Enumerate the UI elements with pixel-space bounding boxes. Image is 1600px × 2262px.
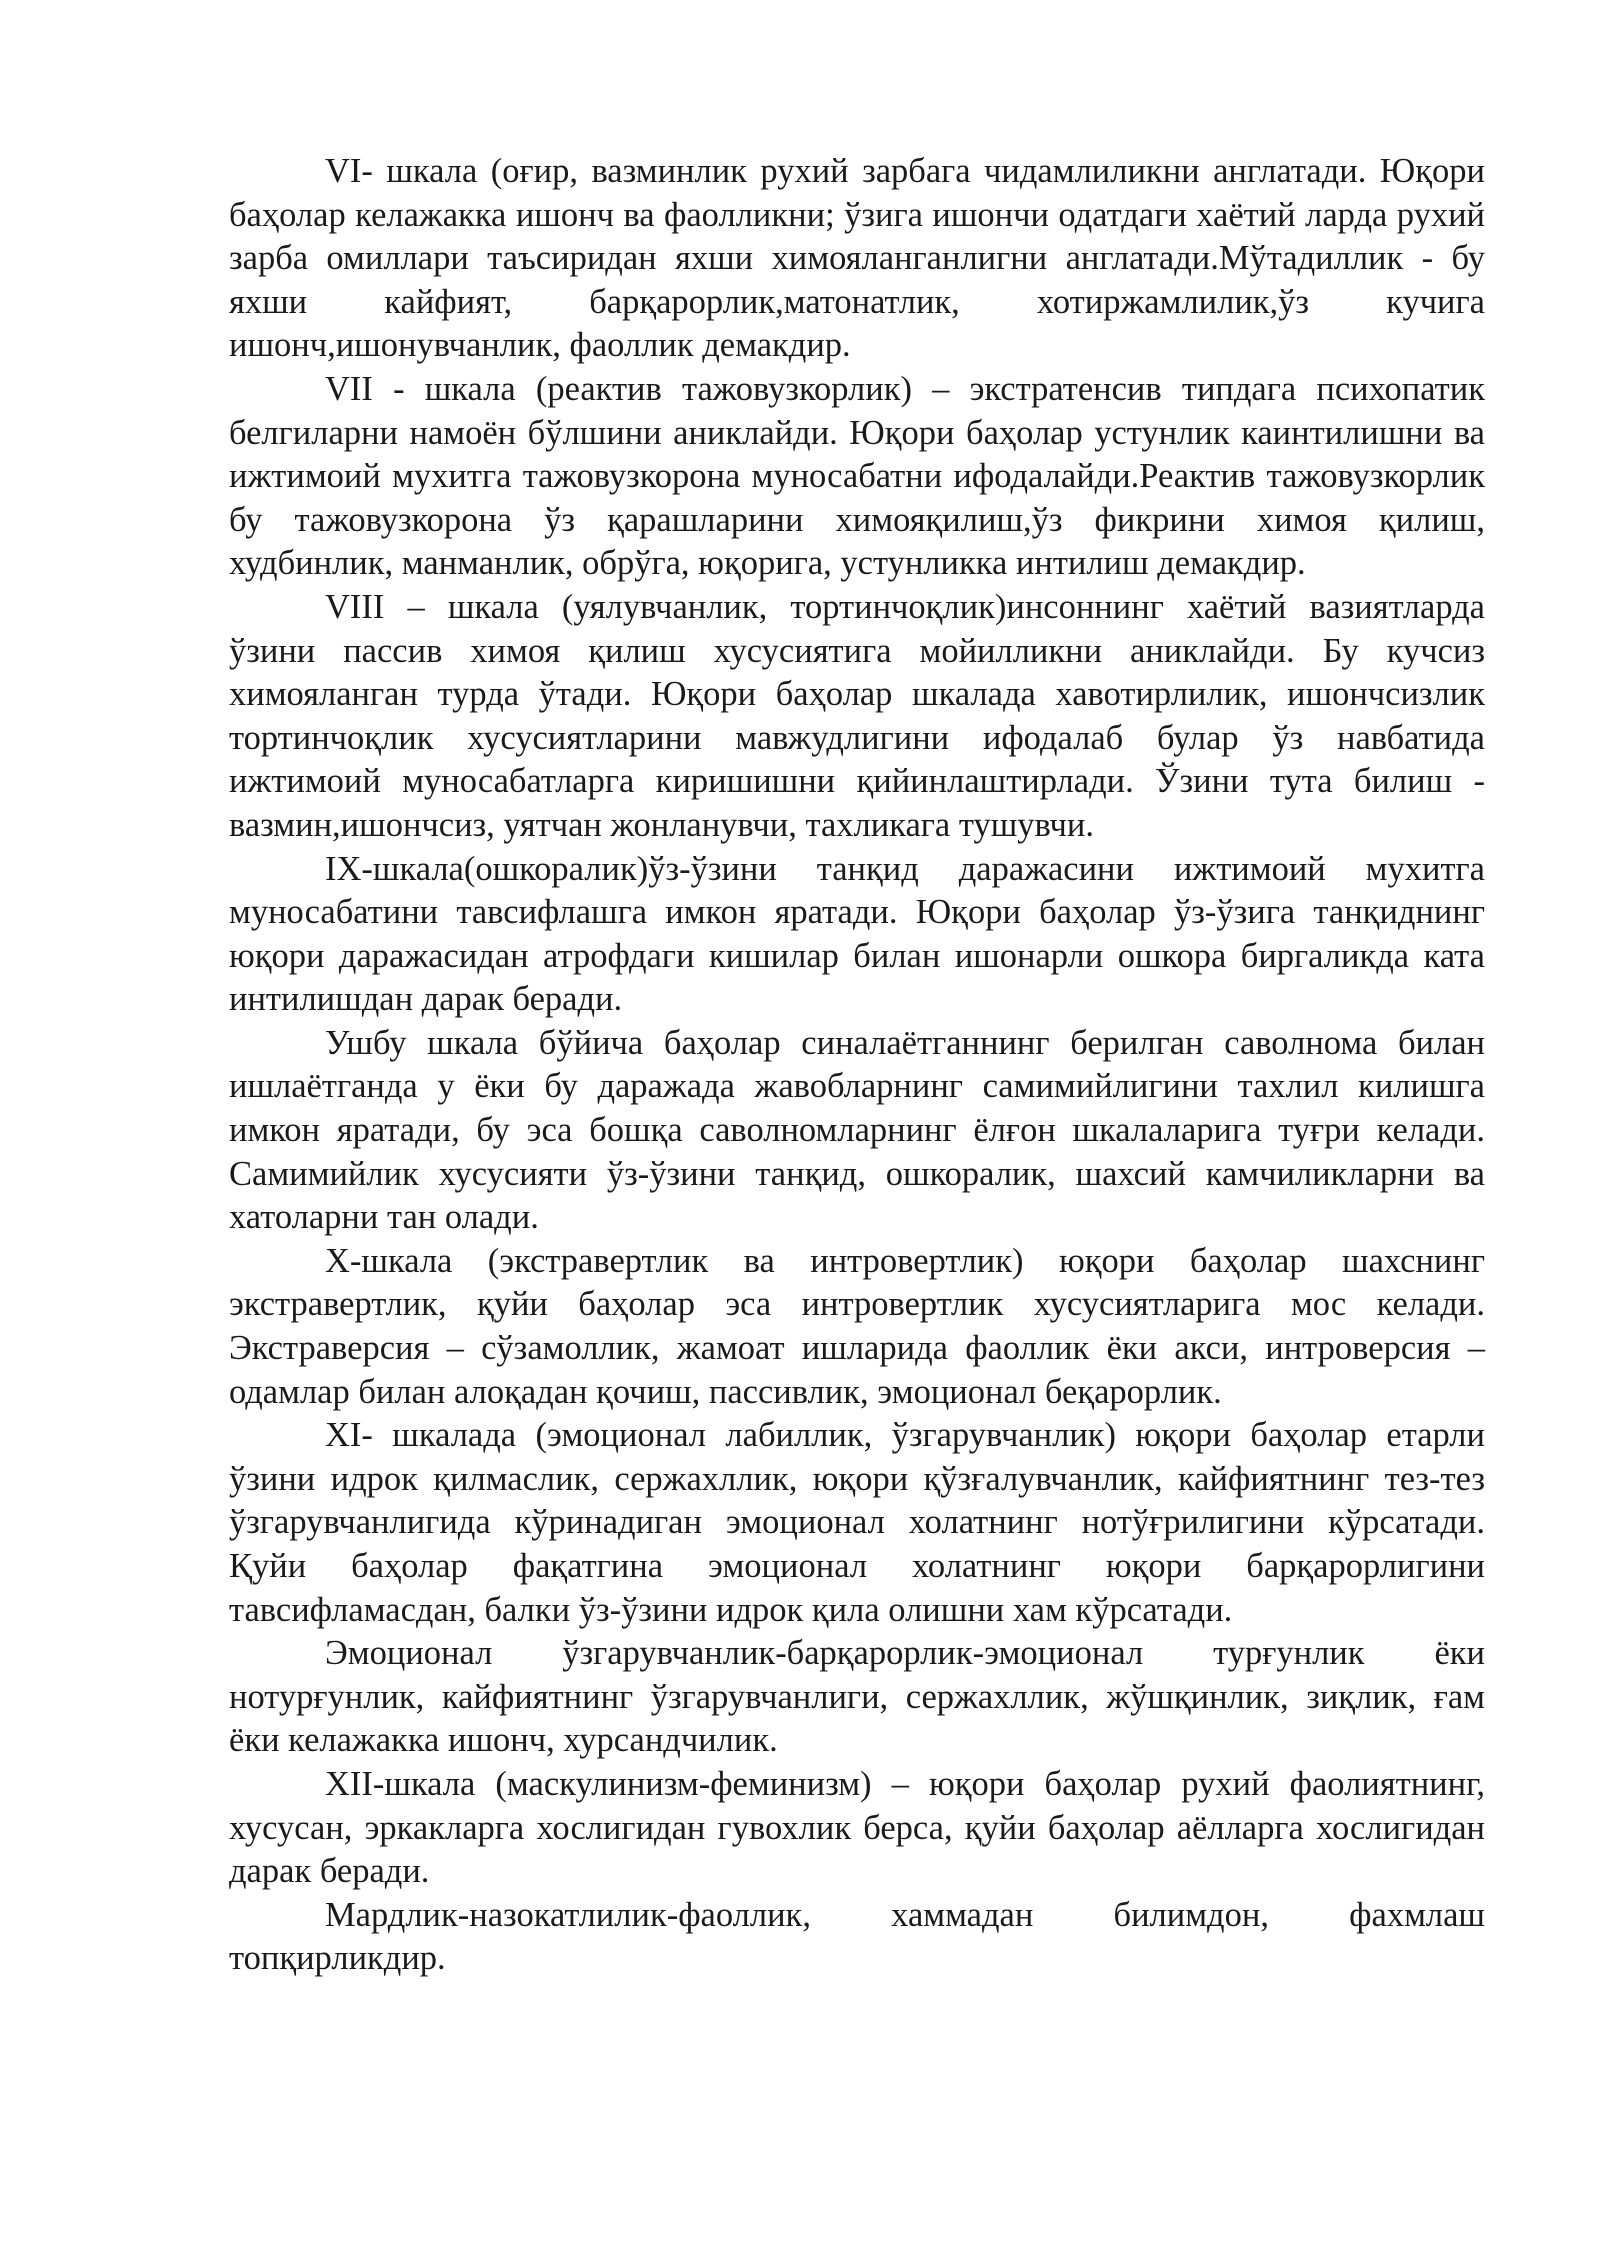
paragraph-scale-xii: XII-шкала (маскулинизм-феминизм) – юқори баҳолар рухий фаолиятнинг, хусусан, эркакларга хослигидан гувохлик берса, қуйи баҳолар аёлларга хослигидан дарак беради. (229, 1764, 1485, 1891)
paragraph-scale-ix: IX-шкала(ошкоралик)ўз-ўзини танқид даражасини ижтимоий мухитга муносабатини тавсифлашга имкон яратади. Юқори баҳолар ўз-ўзига танқиднинг юқори даражасидан атрофдаги кишилар билан ишонарли ошкора биргаликда ката интилишдан дарак беради. (229, 849, 1485, 1019)
paragraph-sincerity: Ушбу шкала бўйича баҳолар синалаётганнинг берилган саволнома билан ишлаётганда у ёки бу даражада жавобларнинг самимийлигини тахлил килишга имкон яратади, бу эса бошқа саволномларнинг ёлғон шкалаларига туғри келади. Самимийлик хусусияти ўз-ўзини танқид, ошкоралик, шахсий камчиликларни ва хатоларни тан олади. (229, 1023, 1485, 1237)
paragraph-scale-viii: VIII – шкала (уялувчанлик, тортинчоқлик)инсоннинг хаётий вазиятларда ўзини пассив химоя қилиш хусусиятига мойилликни аниклайди. Бу кучсиз химояланган турда ўтади. Юқори баҳолар шкалада хавотирлилик, ишончсизлик тортинчоқлик хусусиятларини мавжудлигини ифодалаб булар ўз навбатида ижтимоий муносабатларга киришишни қийинлаштирлади. Ўзини тута билиш - вазмин,ишончсиз, уятчан жонланувчи, тахликага тушувчи. (229, 587, 1485, 844)
paragraph-masculinity: Мардлик-назокатлилик-фаоллик, хаммадан билимдон, фахмлаш топқирликдир. (229, 1895, 1485, 1978)
paragraph-scale-vii: VII - шкала (реактив тажовузкорлик) – экстратенсив типдага психопатик белгиларни намоён бўлшини аниклайди. Юқори баҳолар устунлик каинтилишни ва ижтимоий мухитга тажовузкорона муносабатни ифодалайди.Реактив тажовузкорлик бу тажовузкорона ўз қарашларини химояқилиш,ўз фикрини химоя қилиш, худбинлик, манманлик, обрўга, юқорига, устунликка интилиш демакдир. (229, 369, 1485, 583)
paragraph-emotional-stability: Эмоционал ўзгарувчанлик-барқарорлик-эмоционал турғунлик ёки нотурғунлик, кайфиятнинг ўзгарувчанлиги, сержахллик, жўшқинлик, зиқлик, ғам ёки келажакка ишонч, хурсандчилик. (229, 1634, 1485, 1760)
paragraph-scale-vi: VI- шкала (оғир, вазминлик рухий зарбага чидамлиликни англатади. Юқори баҳолар келажакка ишонч ва фаолликни; ўзига ишончи одатдаги хаётий ларда рухий зарба омиллари таъсиридан яхши химояланганлигни англатади.Мўтадиллик - бу яхши кайфият, барқарорлик,матонатлик, хотиржамлилик,ўз кучига ишонч,ишонувчанлик, фаоллик демакдир. (229, 152, 1485, 365)
paragraph-scale-xi: XI- шкалада (эмоционал лабиллик, ўзгарувчанлик) юқори баҳолар етарли ўзини идрок қилмаслик, сержахллик, юқори қўзғалувчанлик, кайфиятнинг тез-тез ўзгарувчанлигида кўринадиган эмоционал холатнинг нотўғрилигини кўрсатади. Қуйи баҳолар фақатгина эмоционал холатнинг юқори барқарорлигини тавсифламасдан, балки ўз-ўзини идрок қила олишни хам кўрсатади. (229, 1416, 1485, 1629)
document-body (229, 150, 1485, 1981)
paragraph-scale-x: X-шкала (экстравертлик ва интровертлик) юқори баҳолар шахснинг экстравертлик, қуйи баҳолар эса интровертлик хусусиятларига мос келади. Экстраверсия – сўзамоллик, жамоат ишларида фаоллик ёки акси, интроверсия – одамлар билан алоқадан қочиш, пассивлик, эмоционал беқарорлик. (229, 1241, 1485, 1411)
